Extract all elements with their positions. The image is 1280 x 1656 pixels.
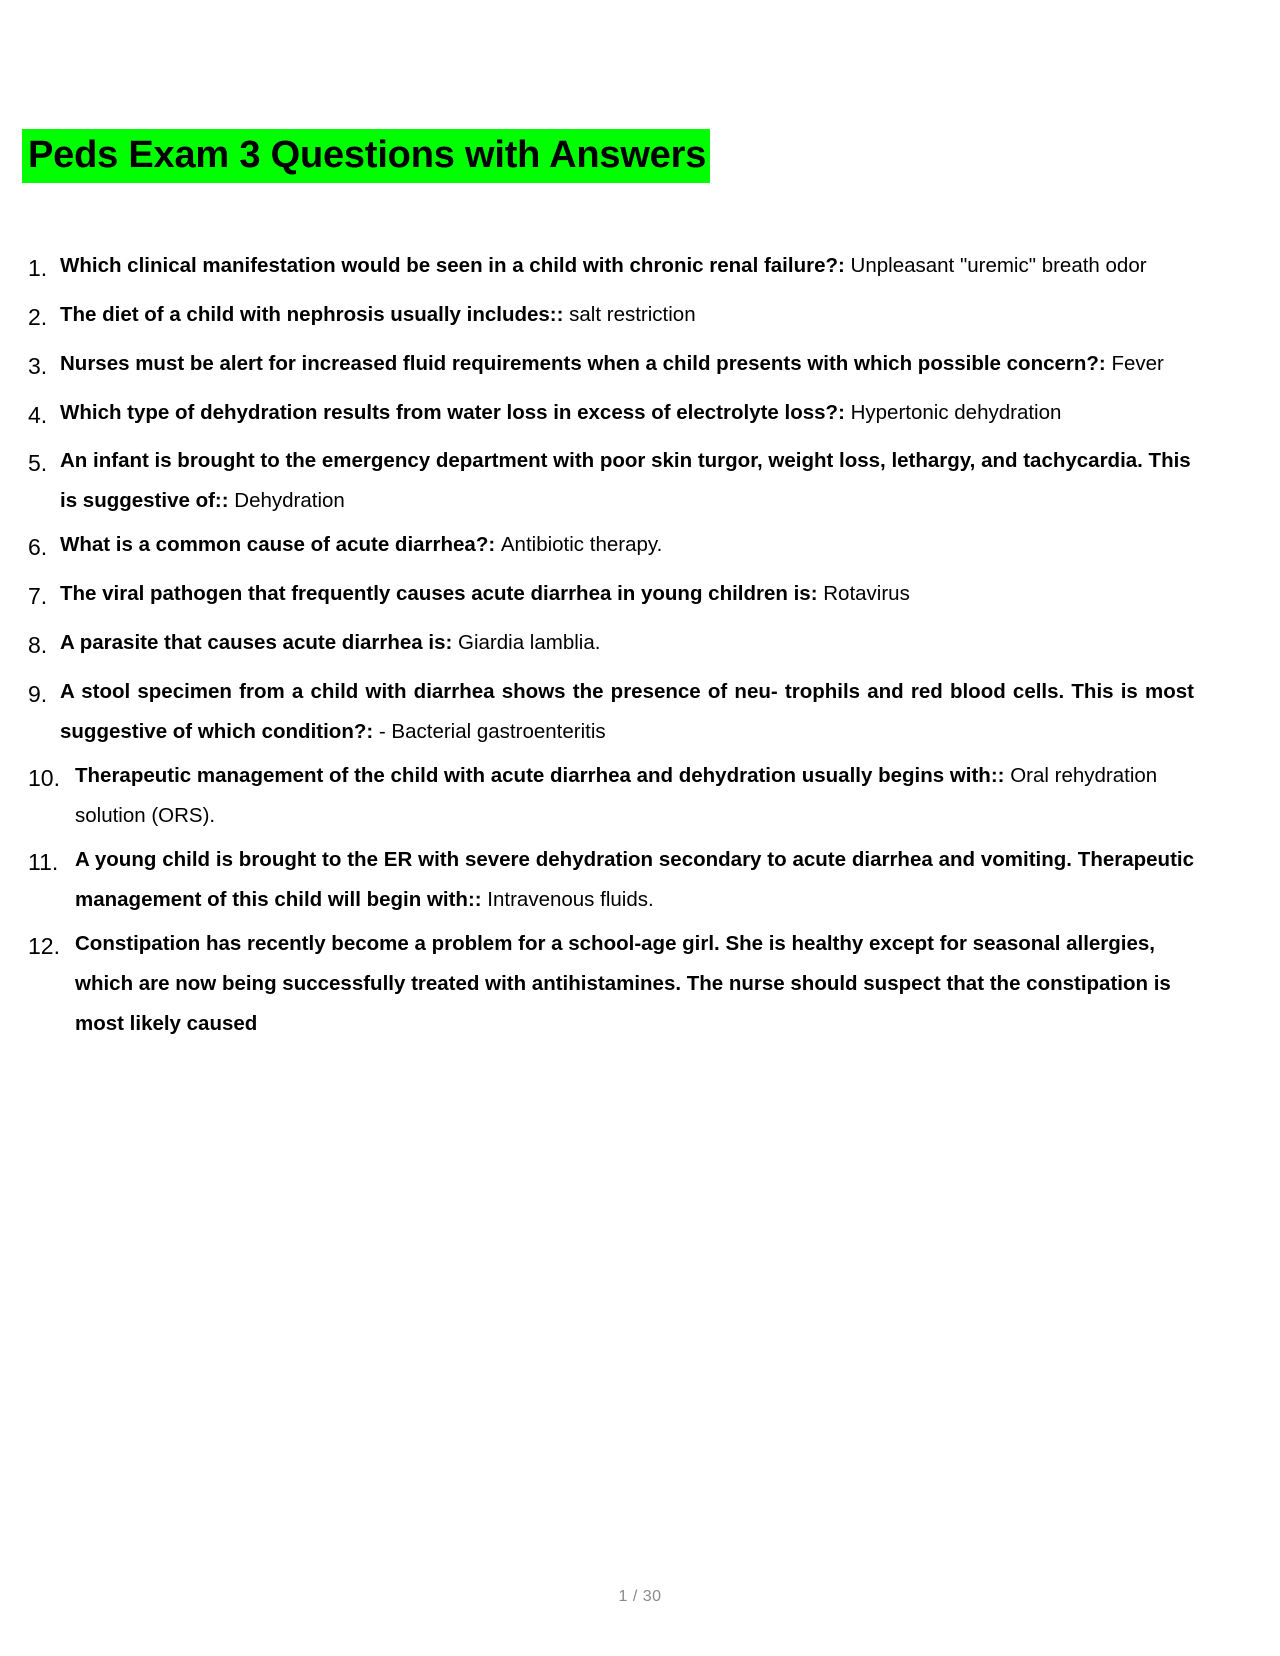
question-item: [28, 756, 1194, 836]
question-text: Constipation has recently become a problem for a school-age girl. She is healthy except for seasonal allergies, which are now being successfully treated with antihistamines. The nurse should suspect that the constipation is most likely caused: [75, 931, 1171, 1035]
question-item: [28, 393, 1194, 438]
answer-text: Antibiotic therapy.: [500, 533, 663, 557]
question-text: Which clinical manifestation would be seen in a child with chronic renal failure?:: [60, 254, 851, 277]
question-body: [75, 756, 1194, 836]
answer-text: Intravenous fluids.: [487, 887, 654, 911]
question-body: [60, 344, 1194, 384]
question-body: [60, 672, 1194, 752]
answer-text: Fever: [1111, 351, 1164, 375]
question-number: 8.: [28, 632, 48, 658]
question-number: 7.: [28, 583, 48, 610]
question-body: [60, 574, 1194, 614]
question-number: 4.: [28, 401, 48, 428]
question-body: [60, 525, 1194, 565]
question-number: 5.: [28, 450, 48, 477]
title-container: [22, 104, 710, 209]
question-item: [28, 441, 1194, 521]
answer-text: Rotavirus: [823, 582, 910, 606]
question-text: A stool specimen from a child with diarrhea shows the presence of neu- trophils and red blood cells. This is most suggestive of which condition?:: [60, 679, 1194, 743]
question-text: Therapeutic management of the child with acute diarrhea and dehydration usually begins with::: [75, 763, 1011, 787]
question-text: Nurses must be alert for increased fluid requirements when a child presents with which possible concern?:: [60, 351, 1112, 375]
question-text: The viral pathogen that frequently causes acute diarrhea in young children is:: [60, 582, 824, 606]
question-number: 12.: [28, 932, 60, 959]
page-title: Peds Exam 3 Questions with Answers: [22, 129, 710, 183]
question-item: [28, 840, 1194, 920]
question-body: [75, 924, 1194, 1044]
answer-text: Oral rehydration solution (ORS).: [75, 763, 1158, 827]
question-number: 9.: [28, 680, 48, 707]
question-number: 11.: [28, 848, 59, 875]
question-body: [60, 441, 1194, 521]
question-item: [28, 525, 1194, 570]
question-text: What is a common cause of acute diarrhea?:: [60, 533, 501, 557]
question-text: Which type of dehydration results from water loss in excess of electrolyte loss?:: [60, 400, 851, 424]
page-number-footer: 1 / 30: [618, 1588, 662, 1605]
question-number: 3.: [28, 352, 48, 379]
answer-text: Hypertonic dehydration: [850, 400, 1062, 424]
question-text: An infant is brought to the emergency department with poor skin turgor, weight loss, lethargy, and tachycardia. This is suggestive of::: [60, 449, 1191, 513]
question-text: The diet of a child with nephrosis usually includes::: [60, 302, 570, 326]
question-number: 1.: [28, 255, 48, 281]
question-item: [28, 672, 1194, 752]
answer-text: Giardia lamblia.: [458, 631, 601, 654]
question-item: [28, 344, 1194, 389]
question-body: [60, 295, 1194, 335]
question-number: 6.: [28, 534, 48, 561]
question-body: [75, 840, 1194, 920]
question-number: 10.: [28, 764, 60, 791]
question-item: [28, 623, 1194, 668]
question-number: 2.: [28, 303, 48, 330]
question-body: [60, 623, 1194, 663]
question-text: A young child is brought to the ER with severe dehydration secondary to acute diarrhea and vomiting. Therapeutic management of this child will begin with::: [75, 847, 1194, 911]
question-body: [60, 393, 1194, 433]
answer-text: - Bacterial gastroenteritis: [378, 719, 606, 743]
answer-text: salt restriction: [569, 302, 696, 326]
answer-text: Unpleasant "uremic" breath odor: [850, 254, 1147, 277]
answer-text: Dehydration: [234, 489, 345, 513]
question-item: [28, 295, 1194, 340]
question-item: [28, 246, 1194, 291]
question-list: [28, 246, 1194, 1048]
question-item: [28, 924, 1194, 1044]
question-body: [60, 246, 1194, 286]
question-item: [28, 574, 1194, 619]
question-text: A parasite that causes acute diarrhea is:: [60, 631, 459, 654]
